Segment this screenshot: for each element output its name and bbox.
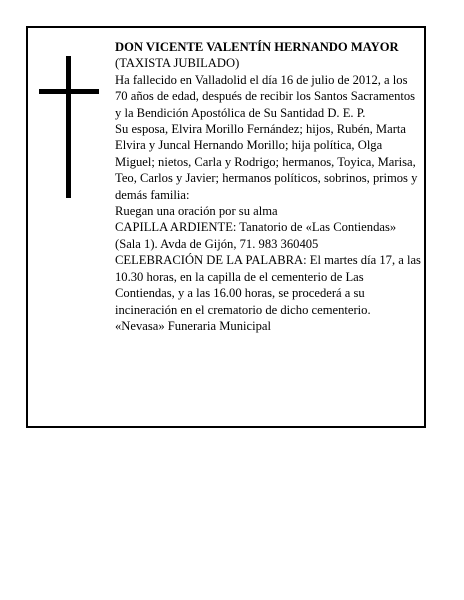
obituary-text [115,39,422,334]
cross-icon [39,56,99,198]
family-list: Su esposa, Elvira Morillo Fernández; hijos, Rubén, Marta Elvira y Juncal Hernando Morillo; hija política, Olga Miguel; nietos, Carla y Rodrigo; hermanos, Toyica, Marisa, Teo, Carlos y Javier; hermanos políticos, sobrinos, primos y demás familia: [115,122,418,202]
obituary-notice [26,26,426,428]
occupation: (TAXISTA JUBILADO) [115,56,240,71]
celebration-info: CELEBRACIÓN DE LA PALABRA: El martes día 17, a las 10.30 horas, en la capilla de el cementerio de Las Contiendas, y a las 16.00 horas, se procederá a su incineración en el crematorio de dicho cementerio. [115,253,421,317]
chapel-info: CAPILLA ARDIENTE: Tanatorio de «Las Contiendas» (Sala 1). Avda de Gijón, 71. 983 360405 [115,220,397,251]
death-announcement: Ha fallecido en Valladolid el día 16 de julio de 2012, a los 70 años de edad, después de recibir los Santos Sacramentos y la Bendición Apostólica de Su Santidad D. E. P. [115,72,416,120]
funeral-home: «Nevasa» Funeraria Municipal [115,318,271,333]
deceased-name: DON VICENTE VALENTÍN HERNANDO MAYOR [115,40,399,54]
prayer-request: Ruegan una oración por su alma [115,204,278,219]
